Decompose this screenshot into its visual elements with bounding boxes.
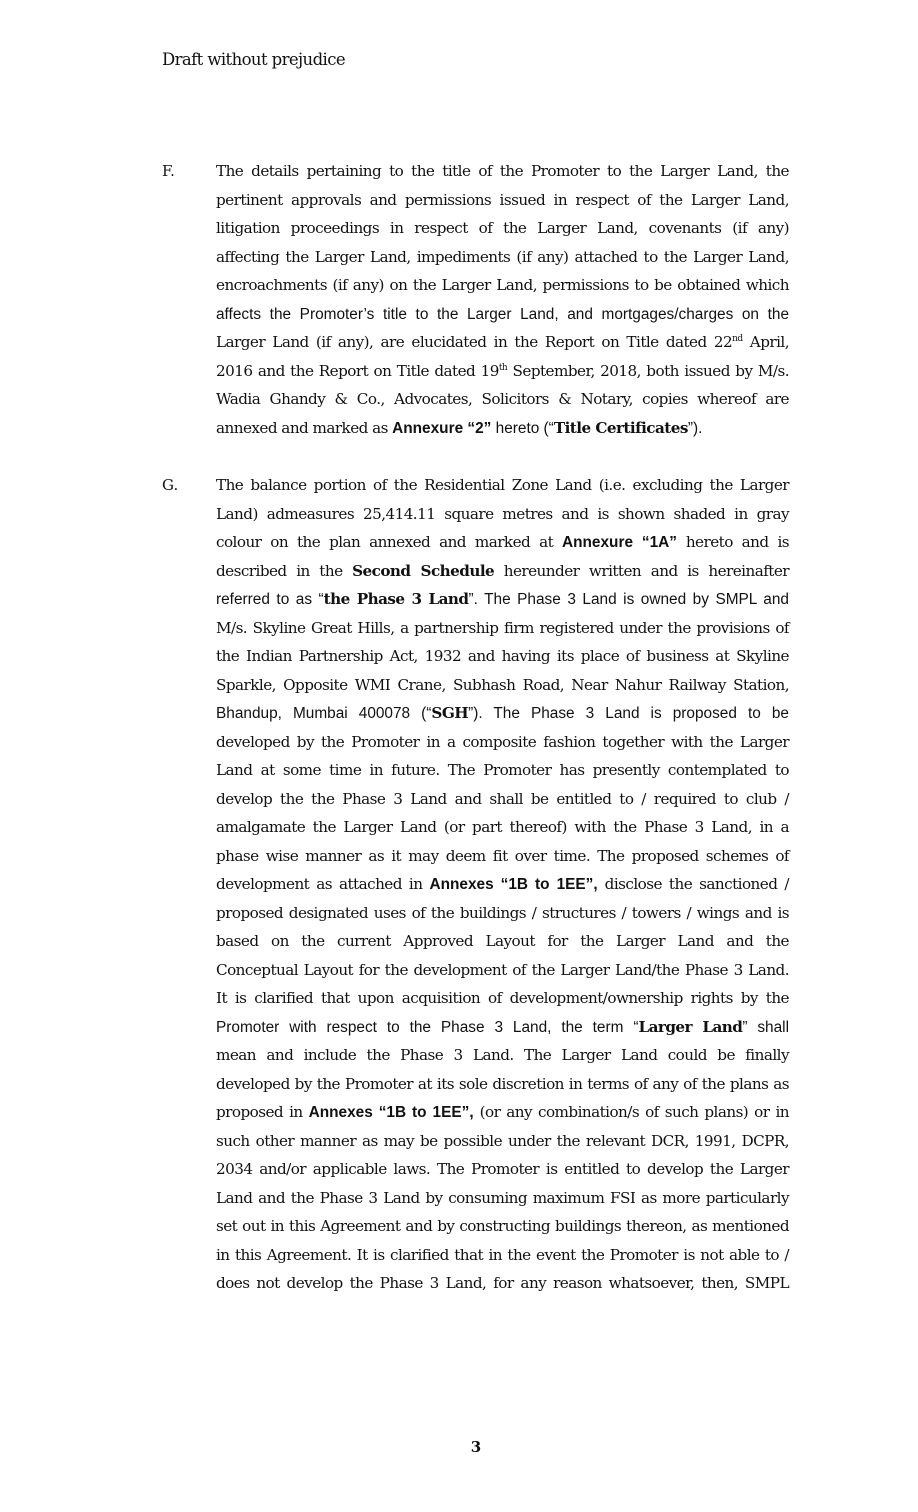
- text-span: developed by the Promoter in a composite fashion together with the Larger: [216, 732, 789, 751]
- text-line: [216, 984, 789, 1013]
- text-line: [216, 414, 789, 443]
- text-line: [216, 1241, 789, 1270]
- text-line: [216, 1041, 789, 1070]
- text-line: [216, 1070, 789, 1099]
- text-line: [216, 471, 789, 500]
- text-span: April,: [742, 333, 789, 351]
- text-span: 2034 and/or applicable laws. The Promoter is entitled to develop the Larger: [216, 1160, 789, 1178]
- text-span: phase wise manner as it may deem fit over time. The proposed schemes of: [216, 846, 789, 865]
- text-span: Sparkle, Opposite WMI Crane, Subhash Road, Near Nahur Railway Station,: [216, 675, 789, 694]
- defined-term: Title Certificates: [553, 418, 688, 437]
- text-line: [216, 1013, 789, 1042]
- text-line: [216, 271, 789, 300]
- text-line: [216, 699, 789, 728]
- text-line: [216, 1184, 789, 1213]
- text-span: The details pertaining to the title of the Promoter to the Larger Land, the: [216, 162, 789, 180]
- defined-term: Annexure “2”: [392, 419, 492, 437]
- text-span: M/s. Skyline Great Hills, a partnership firm registered under the provisions of: [216, 618, 789, 637]
- text-span: (or any combination/s of such plans) or in: [473, 1103, 789, 1121]
- text-span: developed by the Promoter at its sole discretion in terms of any of the plans as: [216, 1074, 789, 1093]
- text-span: pertinent approvals and permissions issued in respect of the Larger Land,: [216, 190, 789, 209]
- text-line: [216, 300, 789, 329]
- text-span: mean and include the Phase 3 Land. The Larger Land could be finally: [216, 1046, 789, 1064]
- text-line: [216, 243, 789, 272]
- text-line: [216, 956, 789, 985]
- text-span: set out in this Agreement and by constructing buildings thereon, as mentioned: [216, 1217, 789, 1235]
- text-line: [216, 785, 789, 814]
- text-line: [216, 357, 789, 386]
- text-line: [216, 1155, 789, 1184]
- text-span: disclose the sanctioned /: [597, 875, 789, 893]
- defined-term: Annexes “1B to 1EE”,: [308, 1104, 474, 1121]
- defined-term: Annexure “1A”: [562, 534, 677, 551]
- text-span: Promoter with respect to the Phase 3 Land, the term “: [216, 1018, 639, 1036]
- text-span: ”. The Phase 3 Land is owned by SMPL and: [468, 591, 789, 608]
- text-span: ”). The Phase 3 Land is proposed to be: [468, 705, 789, 722]
- text-span: colour on the plan annexed and marked at: [216, 533, 563, 551]
- text-line: [216, 557, 789, 586]
- text-line: [216, 899, 789, 928]
- text-span: hereunder written and is hereinafter: [494, 561, 789, 580]
- text-span: 2016 and the Report on Title dated 19: [216, 361, 499, 380]
- text-span: Land at some time in future. The Promoter has presently contemplated to: [216, 761, 789, 779]
- text-span: referred to as “: [216, 591, 324, 608]
- superscript: nd: [732, 333, 743, 344]
- text-line: [216, 214, 789, 243]
- text-line: [216, 1212, 789, 1241]
- text-span: Bhandup, Mumbai 400078 (“: [216, 705, 432, 722]
- text-line: [216, 328, 789, 357]
- text-span: such other manner as may be possible under the relevant DCR, 1991, DCPR,: [216, 1131, 789, 1150]
- text-span: Conceptual Layout for the development of the Larger Land/the Phase 3 Land.: [216, 960, 789, 979]
- text-line: [216, 642, 789, 671]
- text-span: encroachments (if any) on the Larger Land, permissions to be obtained which: [216, 276, 789, 294]
- text-span: does not develop the Phase 3 Land, for any reason whatsoever, then, SMPL: [216, 1274, 789, 1292]
- text-line: [216, 756, 789, 785]
- text-span: Land) admeasures 25,414.11 square metres and is shown shaded in gray: [216, 504, 789, 523]
- text-line: [216, 614, 789, 643]
- text-line: [216, 927, 789, 956]
- defined-term: Second Schedule: [352, 561, 495, 580]
- text-span: Land and the Phase 3 Land by consuming maximum FSI as more particularly: [216, 1188, 789, 1207]
- text-line: [216, 842, 789, 871]
- text-line: [216, 385, 789, 414]
- text-line: [216, 500, 789, 529]
- text-span: Wadia Ghandy & Co., Advocates, Solicitors & Notary, copies whereof are: [216, 390, 789, 408]
- defined-term: Larger Land: [638, 1017, 743, 1036]
- text-span: based on the current Approved Layout for the Larger Land and the: [216, 932, 789, 950]
- text-line: [216, 728, 789, 757]
- text-span: development as attached in: [216, 875, 430, 893]
- text-span: annexed and marked as: [216, 418, 393, 437]
- document-header: Draft without prejudice: [162, 50, 346, 69]
- text-span: ” shall: [742, 1018, 789, 1036]
- text-line: [216, 813, 789, 842]
- text-line: [216, 870, 789, 899]
- text-span: affects the Promoter’s title to the Larger Land, and mortgages/charges on the: [216, 305, 789, 323]
- text-line: [216, 528, 789, 557]
- text-span: Larger Land (if any), are elucidated in the Report on Title dated 22: [216, 333, 733, 351]
- text-span: It is clarified that upon acquisition of development/ownership rights by the: [216, 989, 789, 1007]
- text-line: [216, 671, 789, 700]
- superscript: th: [498, 362, 508, 373]
- text-span: develop the the Phase 3 Land and shall be entitled to / required to club /: [216, 789, 789, 808]
- text-span: litigation proceedings in respect of the Larger Land, covenants (if any): [216, 219, 789, 237]
- defined-term: the Phase 3 Land: [323, 590, 469, 608]
- text-line: [216, 157, 789, 186]
- text-span: in this Agreement. It is clarified that in the event the Promoter is not able to /: [216, 1245, 789, 1264]
- text-span: ”).: [687, 419, 703, 437]
- paragraph-body: [216, 471, 789, 1298]
- text-line: [216, 1269, 789, 1298]
- text-span: September, 2018, both issued by M/s.: [507, 361, 789, 380]
- text-span: hereto (“: [491, 419, 554, 437]
- paragraph-marker: G.: [162, 476, 179, 494]
- paragraph-marker: F.: [162, 162, 175, 180]
- text-span: amalgamate the Larger Land (or part thereof) with the Phase 3 Land, in a: [216, 818, 789, 836]
- text-span: proposed designated uses of the buildings / structures / towers / wings and is: [216, 903, 789, 922]
- paragraph-body: [216, 157, 789, 442]
- defined-term: SGH: [431, 704, 469, 722]
- text-line: [216, 585, 789, 614]
- page-number: 3: [470, 1438, 482, 1456]
- text-span: affecting the Larger Land, impediments (if any) attached to the Larger Land,: [216, 247, 789, 266]
- text-span: described in the: [216, 561, 353, 580]
- text-span: hereto and is: [676, 533, 790, 551]
- text-line: [216, 186, 789, 215]
- text-span: proposed in: [216, 1103, 309, 1121]
- text-span: the Indian Partnership Act, 1932 and having its place of business at Skyline: [216, 647, 789, 665]
- text-span: The balance portion of the Residential Zone Land (i.e. excluding the Larger: [216, 476, 789, 494]
- defined-term: Annexes “1B to 1EE”,: [429, 876, 598, 893]
- text-line: [216, 1098, 789, 1127]
- text-line: [216, 1127, 789, 1156]
